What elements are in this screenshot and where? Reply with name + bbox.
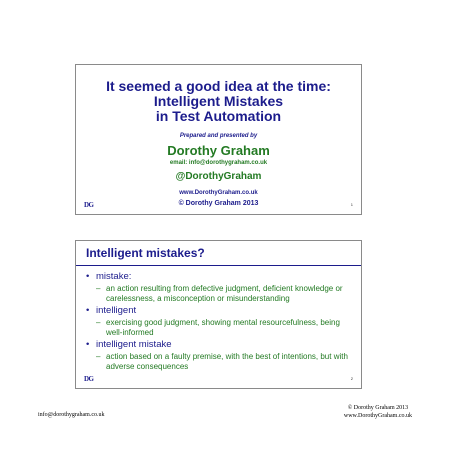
title-line-2: Intelligent Mistakes <box>153 93 284 109</box>
dg-logo-icon: DG <box>84 201 94 209</box>
twitter-handle: @DorothyGraham <box>175 171 262 182</box>
slide-1-page-number: 1 <box>350 202 353 207</box>
bullet-item: • intelligent mistake <box>86 339 353 351</box>
slide-1-title <box>76 79 361 124</box>
bullet-item: • mistake: <box>86 271 353 283</box>
slide-1 <box>75 64 362 215</box>
footer-website-line: www.DorothyGraham.co.uk <box>343 413 412 419</box>
presenter-name: Dorothy Graham <box>167 143 270 158</box>
slide-1-copyright: © Dorothy Graham 2013 <box>178 200 259 207</box>
slide-2-page-number: 2 <box>350 376 353 381</box>
sub-bullet-item: – action based on a faulty premise, with the best of intentions, but with adverse consequences <box>86 352 353 371</box>
sub-bullet-item: – an action resulting from defective judgment, deficient knowledge or carelessness, a misconception or misunderstanding <box>86 284 353 303</box>
footer-email: info@dorothygraham.co.uk <box>38 412 105 418</box>
prepared-by: Prepared and presented by <box>179 133 258 139</box>
sub-bullet-item: – exercising good judgment, showing mental resourcefulness, being well-informed <box>86 318 353 337</box>
bullet-list <box>86 269 353 372</box>
footer-copyright <box>344 404 412 420</box>
dg-logo-icon: DG <box>84 375 94 383</box>
footer-copyright-line: © Dorothy Graham 2013 <box>347 405 409 411</box>
title-line-3: in Test Automation <box>155 108 282 124</box>
bullet-item: • intelligent <box>86 305 353 317</box>
slide-2-title: Intelligent mistakes? <box>76 241 361 266</box>
slide-2 <box>75 240 362 389</box>
title-line-1: It seemed a good idea at the time: <box>106 78 331 94</box>
presenter-email: email: info@dorothygraham.co.uk <box>169 160 268 166</box>
website: www.DorothyGraham.co.uk <box>179 190 258 196</box>
